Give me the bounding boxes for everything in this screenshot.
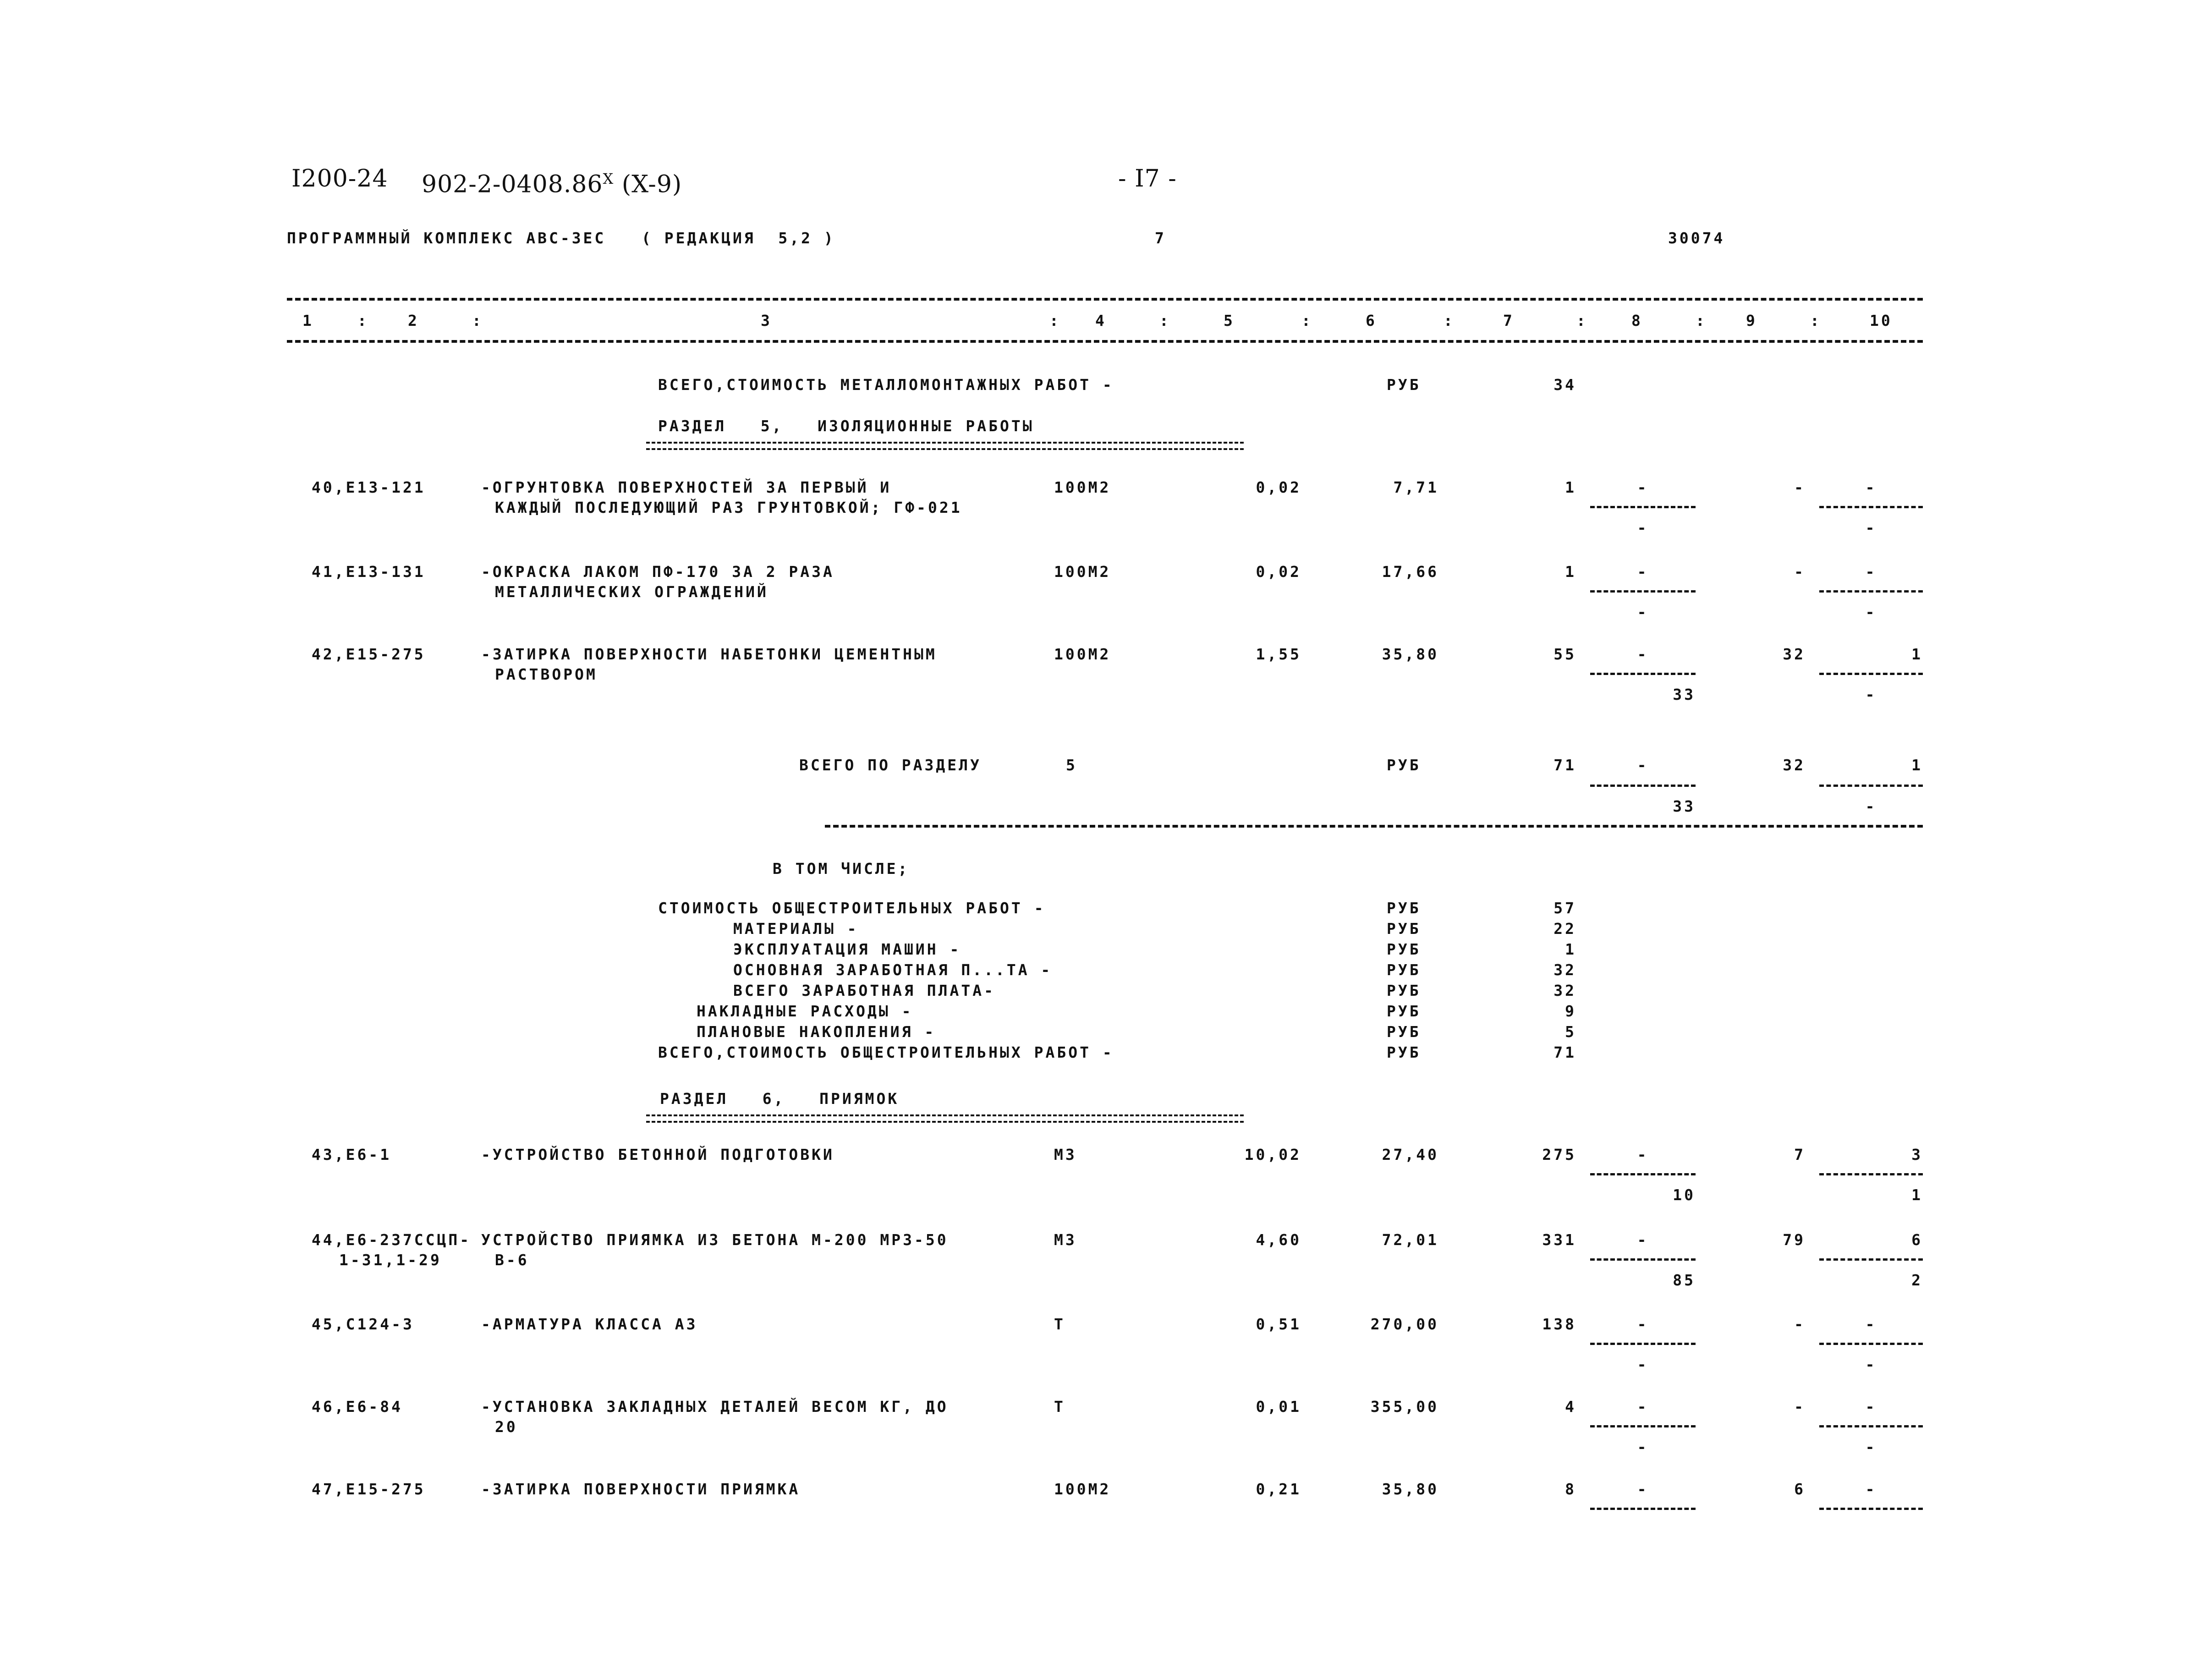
row-40-desc1: -ОГРУНТОВКА ПОВЕРХНОСТЕЙ ЗА ПЕРВЫЙ И (481, 478, 892, 496)
including-item-value: 32 (1553, 961, 1576, 979)
section-total-c10-top: 1 (1911, 756, 1923, 774)
row-43-c8-rule (1590, 1173, 1696, 1175)
doc-number: $902-2-0408.86^X$ (X-9) (422, 170, 682, 198)
row-41-unit: 100М2 (1054, 563, 1111, 581)
row-47-code: 47,Е15-275 (312, 1480, 426, 1498)
column-separator: : (1049, 312, 1061, 329)
including-item-value: 22 (1553, 920, 1576, 938)
column-separator: : (357, 312, 369, 329)
including-item-unit: РУБ (1387, 940, 1421, 958)
row-42-desc1: -ЗАТИРКА ПОВЕРХНОСТИ НАБЕТОНКИ ЦЕМЕНТНЫМ (481, 645, 937, 663)
section-total-unit: РУБ (1387, 756, 1421, 774)
row-46-c8-bot: - (1637, 1438, 1649, 1456)
row-41-c9: - (1794, 563, 1806, 581)
header-mid-number: 7 (1155, 229, 1166, 247)
row-44-unit: М3 (1054, 1231, 1077, 1249)
row-44-c10-bot: 2 (1911, 1271, 1923, 1289)
row-42-c9: 32 (1783, 645, 1806, 663)
including-item-unit: РУБ (1387, 920, 1421, 938)
column-separator: : (1301, 312, 1313, 329)
column-header-10: 10 (1870, 312, 1893, 329)
total-metal-label: ВСЕГО,СТОИМОСТЬ МЕТАЛЛОМОНТАЖНЫХ РАБОТ - (658, 376, 1114, 394)
row-42-c8-top: - (1637, 645, 1649, 663)
including-item-label: ЭКСПЛУАТАЦИЯ МАШИН - (733, 940, 961, 958)
including-item-value: 57 (1553, 899, 1576, 917)
row-40-c10-rule (1819, 506, 1923, 508)
row-42-desc2: РАСТВОРОМ (495, 665, 598, 683)
header-rule-top (287, 298, 1923, 301)
section-total-c8-rule (1590, 785, 1696, 787)
row-47-unit: 100М2 (1054, 1480, 1111, 1498)
row-44-qty: 4,60 (1256, 1231, 1301, 1249)
including-item-label: МАТЕРИАЛЫ - (733, 920, 859, 938)
column-header-3: 3 (761, 312, 772, 329)
row-42-c10-top: 1 (1911, 645, 1923, 663)
row-41-price: 17,66 (1382, 563, 1439, 581)
row-40-code: 40,Е13-121 (312, 478, 426, 496)
row-44-c10-top: 6 (1911, 1231, 1923, 1249)
row-45-c10-bot: - (1865, 1356, 1877, 1373)
row-45-c10-rule (1819, 1343, 1923, 1345)
row-44-code: 44,Е6-237ССЦП- (312, 1231, 472, 1249)
including-item-label: ВСЕГО ЗАРАБОТНАЯ ПЛАТА- (733, 982, 995, 999)
row-41-c10-rule (1819, 590, 1923, 593)
row-44-desc2: В-6 (495, 1251, 529, 1269)
row-41-desc2: МЕТАЛЛИЧЕСКИХ ОГРАЖДЕНИЙ (495, 583, 768, 601)
column-separator: : (472, 312, 483, 329)
row-43-c8-bot: 10 (1673, 1186, 1696, 1204)
column-header-4: 4 (1095, 312, 1107, 329)
including-item-value: 5 (1565, 1023, 1576, 1041)
row-45-desc1: -АРМАТУРА КЛАССА А3 (481, 1315, 698, 1333)
row-46-c8-rule (1590, 1425, 1696, 1427)
row-45-total: 138 (1542, 1315, 1576, 1333)
section-5-underline (646, 442, 1244, 450)
program-edition: ( РЕДАКЦИЯ 5,2 ) (642, 229, 835, 247)
row-43-total: 275 (1542, 1146, 1576, 1164)
row-47-qty: 0,21 (1256, 1480, 1301, 1498)
row-40-price: 7,71 (1393, 478, 1439, 496)
column-separator: : (1696, 312, 1707, 329)
including-item-label: ВСЕГО,СТОИМОСТЬ ОБЩЕСТРОИТЕЛЬНЫХ РАБОТ - (658, 1043, 1114, 1061)
row-41-c8-top: - (1637, 563, 1649, 581)
including-item-label: ОСНОВНАЯ ЗАРАБОТНАЯ П...ТА - (733, 961, 1053, 979)
row-43-desc1: -УСТРОЙСТВО БЕТОННОЙ ПОДГОТОВКИ (481, 1146, 834, 1164)
including-item-unit: РУБ (1387, 982, 1421, 999)
row-40-c9: - (1794, 478, 1806, 496)
row-41-total: 1 (1565, 563, 1576, 581)
row-46-c10-top: - (1865, 1398, 1877, 1416)
row-47-c9: 6 (1794, 1480, 1806, 1498)
including-item-unit: РУБ (1387, 1002, 1421, 1020)
row-44-c8-top: - (1637, 1231, 1649, 1249)
page-number: - I7 - (1118, 165, 1177, 192)
column-header-8: 8 (1631, 312, 1643, 329)
column-separator: : (1810, 312, 1822, 329)
section-6-title: РАЗДЕЛ 6, ПРИЯМОК (660, 1090, 900, 1108)
row-45-c8-rule (1590, 1343, 1696, 1345)
column-header-9: 9 (1746, 312, 1757, 329)
row-44-c9: 79 (1783, 1231, 1806, 1249)
section-total-value: 71 (1553, 756, 1576, 774)
section-total-c8-bot: 33 (1673, 797, 1696, 815)
program-name: ПРОГРАММНЫЙ КОМПЛЕКС АВС-ЗЕС (287, 229, 606, 247)
row-47-c8-top: - (1637, 1480, 1649, 1498)
including-item-value: 9 (1565, 1002, 1576, 1020)
row-46-code: 46,Е6-84 (312, 1398, 403, 1416)
row-44-desc1: УСТРОЙСТВО ПРИЯМКА ИЗ БЕТОНА М-200 МРЗ-50 (481, 1231, 949, 1249)
column-header-7: 7 (1503, 312, 1515, 329)
row-44-total: 331 (1542, 1231, 1576, 1249)
row-46-desc2: 20 (495, 1418, 518, 1436)
section-5-title: РАЗДЕЛ 5, ИЗОЛЯЦИОННЫЕ РАБОТЫ (658, 417, 1034, 435)
including-item-unit: РУБ (1387, 1043, 1421, 1061)
column-header-1: 1 (302, 312, 314, 329)
including-item-label: СТОИМОСТЬ ОБЩЕСТРОИТЕЛЬНЫХ РАБОТ - (658, 899, 1046, 917)
row-47-c8-rule (1590, 1508, 1696, 1510)
row-45-c8-top: - (1637, 1315, 1649, 1333)
section-total-c8-top: - (1637, 756, 1649, 774)
section-total-c10-bot: - (1865, 797, 1877, 815)
row-43-qty: 10,02 (1244, 1146, 1301, 1164)
header-rule-bottom (287, 340, 1923, 343)
row-47-c10-rule (1819, 1508, 1923, 1510)
row-43-c10-top: 3 (1911, 1146, 1923, 1164)
row-41-c10-bot: - (1865, 603, 1877, 621)
row-40-qty: 0,02 (1256, 478, 1301, 496)
row-45-qty: 0,51 (1256, 1315, 1301, 1333)
row-42-code: 42,Е15-275 (312, 645, 426, 663)
row-45-unit: Т (1054, 1315, 1065, 1333)
total-metal-value: 34 (1553, 376, 1576, 394)
including-item-value: 1 (1565, 940, 1576, 958)
row-41-desc1: -ОКРАСКА ЛАКОМ ПФ-170 ЗА 2 РАЗА (481, 563, 834, 581)
row-42-price: 35,80 (1382, 645, 1439, 663)
row-41-c8-rule (1590, 590, 1696, 593)
including-item-label: ПЛАНОВЫЕ НАКОПЛЕНИЯ - (697, 1023, 936, 1041)
including-title: В ТОМ ЧИСЛЕ; (773, 860, 910, 878)
row-47-desc1: -ЗАТИРКА ПОВЕРХНОСТИ ПРИЯМКА (481, 1480, 801, 1498)
row-46-desc1: -УСТАНОВКА ЗАКЛАДНЫХ ДЕТАЛЕЙ ВЕСОМ КГ, ДО (481, 1398, 949, 1416)
row-42-c10-rule (1819, 673, 1923, 675)
section-total-rule (825, 825, 1923, 828)
including-item-unit: РУБ (1387, 1023, 1421, 1041)
row-43-c10-rule (1819, 1173, 1923, 1175)
column-separator: : (1444, 312, 1455, 329)
column-separator: : (1576, 312, 1588, 329)
row-46-c9: - (1794, 1398, 1806, 1416)
row-47-price: 35,80 (1382, 1480, 1439, 1498)
section-total-label: ВСЕГО ПО РАЗДЕЛУ (799, 756, 982, 774)
row-40-unit: 100М2 (1054, 478, 1111, 496)
row-42-total: 55 (1553, 645, 1576, 663)
row-45-c9: - (1794, 1315, 1806, 1333)
total-metal-unit: РУБ (1387, 376, 1421, 394)
doc-code: I200-24 (291, 165, 388, 192)
row-46-c10-rule (1819, 1425, 1923, 1427)
row-40-total: 1 (1565, 478, 1576, 496)
row-41-c10-top: - (1865, 563, 1877, 581)
row-40-desc2: КАЖДЫЙ ПОСЛЕДУЮЩИЙ РАЗ ГРУНТОВКОЙ; ГФ-021 (495, 499, 962, 516)
row-42-c8-bot: 33 (1673, 686, 1696, 703)
row-41-qty: 0,02 (1256, 563, 1301, 581)
row-43-unit: М3 (1054, 1146, 1077, 1164)
row-46-unit: Т (1054, 1398, 1065, 1416)
row-41-code: 41,Е13-131 (312, 563, 426, 581)
row-43-price: 27,40 (1382, 1146, 1439, 1164)
including-item-unit: РУБ (1387, 961, 1421, 979)
row-46-c8-top: - (1637, 1398, 1649, 1416)
row-40-c8-top: - (1637, 478, 1649, 496)
row-40-c10-bot: - (1865, 519, 1877, 537)
section-6-underline (646, 1114, 1244, 1123)
row-40-c10-top: - (1865, 478, 1877, 496)
row-42-qty: 1,55 (1256, 645, 1301, 663)
including-item-unit: РУБ (1387, 899, 1421, 917)
row-46-total: 4 (1565, 1398, 1576, 1416)
row-40-c8-bot: - (1637, 519, 1649, 537)
row-43-c8-top: - (1637, 1146, 1649, 1164)
section-total-c9: 32 (1783, 756, 1806, 774)
row-44-price: 72,01 (1382, 1231, 1439, 1249)
column-separator: : (1159, 312, 1171, 329)
row-43-c10-bot: 1 (1911, 1186, 1923, 1204)
including-item-value: 32 (1553, 982, 1576, 999)
column-header-6: 6 (1366, 312, 1377, 329)
header-code: 30074 (1668, 229, 1725, 247)
row-42-c8-rule (1590, 673, 1696, 675)
row-47-c10-top: - (1865, 1480, 1877, 1498)
column-header-2: 2 (408, 312, 419, 329)
row-47-total: 8 (1565, 1480, 1576, 1498)
column-header-5: 5 (1224, 312, 1235, 329)
row-41-c8-bot: - (1637, 603, 1649, 621)
row-46-qty: 0,01 (1256, 1398, 1301, 1416)
row-43-c9: 7 (1794, 1146, 1806, 1164)
row-45-c10-top: - (1865, 1315, 1877, 1333)
row-44-c8-bot: 85 (1673, 1271, 1696, 1289)
row-45-c8-bot: - (1637, 1356, 1649, 1373)
including-item-value: 71 (1553, 1043, 1576, 1061)
row-44-c8-rule (1590, 1258, 1696, 1261)
row-45-code: 45,С124-3 (312, 1315, 414, 1333)
row-42-unit: 100М2 (1054, 645, 1111, 663)
row-42-c10-bot: - (1865, 686, 1877, 703)
row-46-c10-bot: - (1865, 1438, 1877, 1456)
row-40-c8-rule (1590, 506, 1696, 508)
row-43-code: 43,Е6-1 (312, 1146, 392, 1164)
row-46-price: 355,00 (1370, 1398, 1439, 1416)
section-total-num: 5 (1066, 756, 1077, 774)
section-total-c10-rule (1819, 785, 1923, 787)
row-45-price: 270,00 (1370, 1315, 1439, 1333)
including-item-label: НАКЛАДНЫЕ РАСХОДЫ - (697, 1002, 913, 1020)
row-44-c10-rule (1819, 1258, 1923, 1261)
row-44-code2: 1-31,1-29 (339, 1251, 442, 1269)
